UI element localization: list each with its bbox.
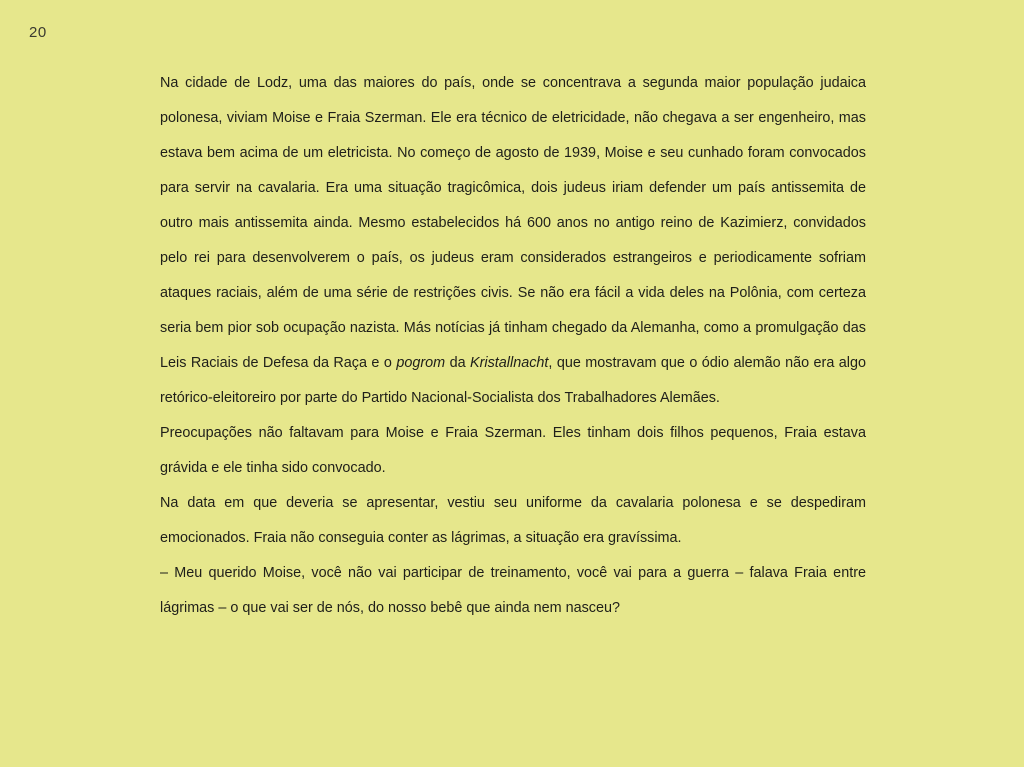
paragraph-1 [160,66,866,416]
paragraph-3: Na data em que deveria se apresentar, vestiu seu uniforme da cavalaria polonesa e se despediram emocionados. Fraia não conseguia conter as lágrimas, a situação era gravíssima. [160,495,866,546]
paragraph-4: – Meu querido Moise, você não vai participar de treinamento, você vai para a guerra – falava Fraia entre lágrimas – o que vai ser de nós, do nosso bebê que ainda nem nasceu? [160,565,866,616]
paragraph-1-text-b: da [445,355,471,371]
paragraph-1-text-a: Na cidade de Lodz, uma das maiores do país, onde se concentrava a segunda maior população judaica polonesa, viviam Moise e Fraia Szerman. Ele era técnico de eletricidade, não chegava a ser engenheiro, mas estava bem acima de um eletricista. No começo de agosto de 1939, Moise e seu cunhado foram convocados para servir na cavalaria. Era uma situação tragicômica, dois judeus iriam defender um país antissemita de outro mais antissemita ainda. Mesmo estabelecidos há 600 anos no antigo reino de Kazimierz, convidados pelo rei para desenvolverem o país, os judeus eram considerados estrangeiros e periodicamente sofriam ataques raciais, além de uma série de restrições civis. Se não era fácil a vida deles na Polônia, com certeza seria bem pior sob ocupação nazista. Más notícias já tinham chegado da Alemanha, como a promulgação das Leis Raciais de Defesa da Raça e o [160,75,866,371]
body-text [160,66,866,626]
page-number: 20 [29,24,47,41]
paragraph-2: Preocupações não faltavam para Moise e Fraia Szerman. Eles tinham dois filhos pequenos, Fraia estava grávida e ele tinha sido convocado. [160,425,866,476]
term-pogrom: pogrom [396,355,446,371]
paragraph-1-text-c: , que mostravam que o ódio alemão não era algo retórico-eleitoreiro por parte do Partido Nacional-Socialista dos Trabalhadores Alemães. [160,355,866,406]
term-kristallnacht: Kristallnacht [470,355,549,371]
